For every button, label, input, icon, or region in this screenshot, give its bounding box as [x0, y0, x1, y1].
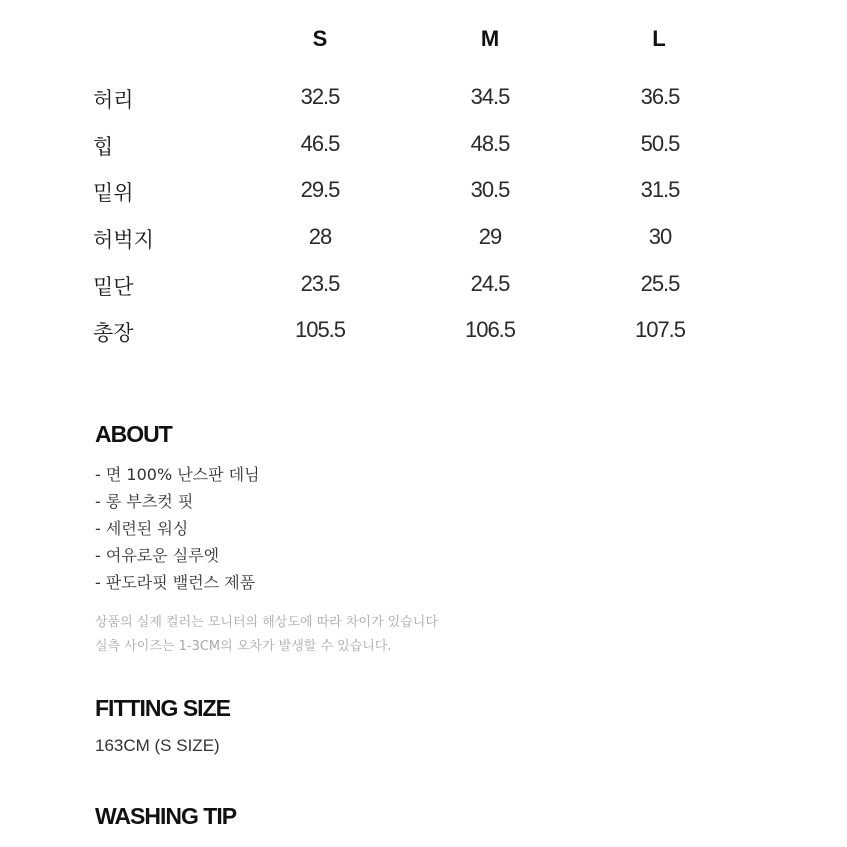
cell-hip-l: 50.5 [640, 131, 680, 156]
size-header-m: M [480, 26, 500, 51]
cell-hem-s: 23.5 [300, 271, 340, 296]
about-item: - 판도라핏 밸런스 제품 [95, 573, 256, 592]
cell-rise-m: 30.5 [470, 177, 510, 202]
washing-tip-title: WASHING TIP [95, 803, 237, 829]
cell-hem-m: 24.5 [470, 271, 510, 296]
cell-thigh-l: 30 [648, 224, 672, 249]
cell-thigh-s: 28 [308, 224, 332, 249]
about-item: - 세련된 워싱 [95, 519, 189, 538]
cell-waist-l: 36.5 [640, 84, 680, 109]
cell-thigh-m: 29 [478, 224, 502, 249]
row-label-hip: 힙 [93, 135, 114, 159]
color-disclaimer-note: 상품의 실제 컬러는 모니터의 해상도에 따라 차이가 있습니다 [95, 615, 438, 630]
cell-length-l: 107.5 [634, 317, 686, 342]
cell-hip-s: 46.5 [300, 131, 340, 156]
about-item: - 면 100% 난스판 데님 [95, 465, 260, 484]
row-label-length: 총장 [93, 321, 134, 345]
washing-tip-cutoff-line [95, 838, 355, 847]
cell-waist-s: 32.5 [300, 84, 340, 109]
fitting-size-value: 163CM (S SIZE) [95, 736, 220, 755]
measurement-disclaimer-note: 실측 사이즈는 1-3CM의 오차가 발생할 수 있습니다. [95, 639, 392, 654]
row-label-thigh: 허벅지 [93, 228, 154, 252]
cell-length-s: 105.5 [294, 317, 346, 342]
cell-rise-s: 29.5 [300, 177, 340, 202]
about-title: ABOUT [95, 421, 172, 447]
row-label-rise: 밑위 [93, 181, 134, 205]
cell-waist-m: 34.5 [470, 84, 510, 109]
row-label-waist: 허리 [93, 88, 134, 112]
size-header-l: L [652, 26, 666, 51]
size-header-s: S [312, 26, 328, 51]
row-label-hem: 밑단 [93, 275, 134, 299]
cell-hip-m: 48.5 [470, 131, 510, 156]
fitting-size-title: FITTING SIZE [95, 695, 230, 721]
cell-rise-l: 31.5 [640, 177, 680, 202]
about-item: - 여유로운 실루엣 [95, 546, 220, 565]
about-item: - 롱 부츠컷 핏 [95, 492, 194, 511]
cell-hem-l: 25.5 [640, 271, 680, 296]
cell-length-m: 106.5 [464, 317, 516, 342]
